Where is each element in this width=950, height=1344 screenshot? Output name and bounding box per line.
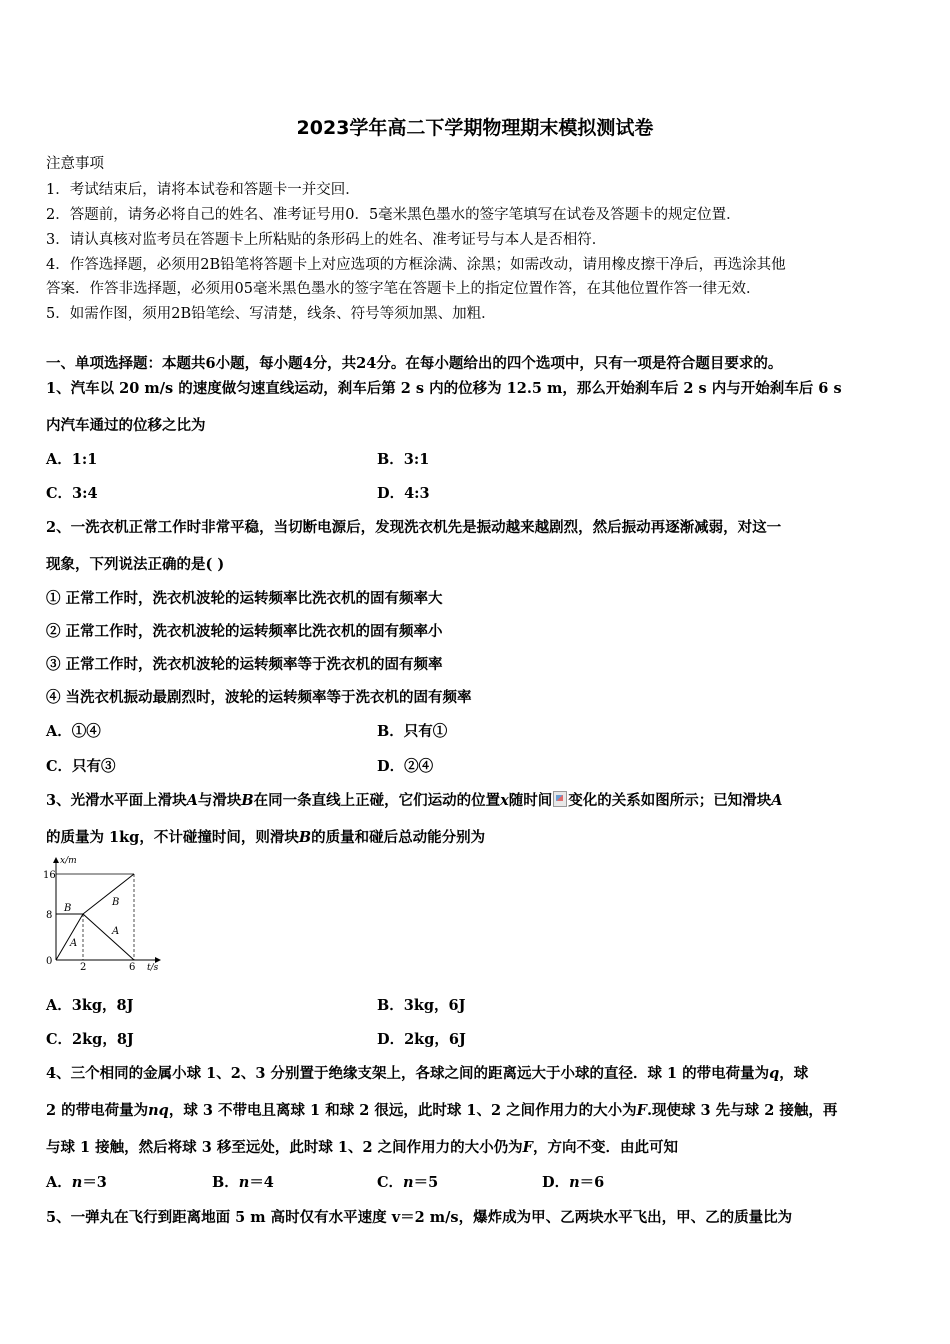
label-a-after: A (112, 926, 120, 937)
q1-stem-line2: 内汽车通过的位移之比为 (46, 417, 206, 434)
notice-item-4: 4．作答选择题，必须用2B铅笔将答题卡上对应选项的方框涂满、涂黑；如需改动，请用橡皮擦干净后，再选涂其他 (46, 257, 786, 273)
q4-stem-line3 (46, 1136, 678, 1157)
y-axis-label: x/m (60, 856, 77, 866)
q4-var-q: q (769, 1065, 780, 1082)
notice-heading: 注意事项 (46, 156, 104, 172)
label-b-after: B (112, 897, 120, 908)
q3-option-b: B．3kg，6J (377, 997, 466, 1014)
q2-option-d: D．②④ (377, 758, 434, 775)
q3-stem-line2 (46, 826, 485, 847)
q3-text: 在同一条直线上正碰，它们运动的位置 (253, 792, 501, 809)
label-b-before: B (64, 903, 72, 914)
q4-text: 4、三个相同的金属小球 1、2、3 分别置于绝缘支架上，各球之间的距离远大于小球的直径．球 1 的带电荷量为 (46, 1065, 770, 1082)
notice-item-5: 5．如需作图，须用2B铅笔绘、写清楚，线条、符号等须加黑、加粗． (46, 306, 496, 322)
notice-item-3: 3．请认真核对监考员在答题卡上所粘贴的条形码上的姓名、准考证号与本人是否相符． (46, 232, 607, 248)
q2-statement-4: ④ 当洗衣机振动最剧烈时，波轮的运转频率等于洗衣机的固有频率 (46, 689, 472, 706)
q1-stem-line1: 1、汽车以 20 m/s 的速度做匀速直线运动，刹车后第 2 s 内的位移为 12.5 m，那么开始刹车后 2 s 内与开始刹车后 6 s (46, 380, 842, 397)
line-a-after (83, 914, 134, 960)
q3-text: 的质量和碰后总动能分别为 (311, 829, 486, 846)
broken-image-icon (553, 791, 567, 807)
q3-var-b: B (298, 829, 312, 846)
page-title: 2023学年高二下学期物理期末模拟测试卷 (296, 117, 654, 139)
q1-option-d: D．4:3 (377, 485, 430, 502)
q3-text: 的质量为 1kg，不计碰撞时间，则滑块 (46, 829, 299, 846)
label-a-before: A (70, 938, 78, 949)
q3-text: 随时间 (508, 792, 553, 809)
notice-item-4-cont: 答案．作答非选择题，必须用05毫米黑色墨水的签字笔在答题卡上的指定位置作答，在其他位置作答一律无效． (46, 281, 761, 297)
q4-stem-line2 (46, 1099, 837, 1120)
section-heading: 一、单项选择题：本题共6小题，每小题4分，共24分。在每小题给出的四个选项中，只有一项是符合题目要求的。 (46, 355, 783, 372)
q4-var-f: F (636, 1102, 647, 1119)
position-time-graph (42, 852, 172, 977)
q2-statement-2: ② 正常工作时，洗衣机波轮的运转频率比洗衣机的固有频率小 (46, 623, 443, 640)
q3-text: 变化的关系如图所示；已知滑块 (568, 792, 772, 809)
q4-option-c: C．n＝5 (377, 1174, 439, 1191)
q2-option-b: B．只有① (377, 723, 448, 740)
origin-label: 0 (46, 956, 53, 967)
tick-label-16: 16 (43, 870, 56, 881)
q3-text: 与滑块 (197, 792, 242, 809)
tick-label-2: 2 (80, 962, 87, 973)
q3-var-a: A (771, 792, 783, 809)
q2-statement-1: ① 正常工作时，洗衣机波轮的运转频率比洗衣机的固有频率大 (46, 590, 443, 607)
notice-item-1: 1．考试结束后，请将本试卷和答题卡一并交回． (46, 182, 360, 198)
q1-option-a: A．1:1 (46, 451, 98, 468)
q4-text: ，球 3 不带电且离球 1 和球 2 很远，此时球 1、2 之间作用力的大小为 (168, 1102, 637, 1119)
tick-label-8: 8 (46, 910, 53, 921)
q4-option-d: D．n＝6 (542, 1174, 605, 1191)
q3-var-b: B (241, 792, 254, 809)
line-b-after (83, 874, 134, 914)
notice-item-2: 2．答题前，请务必将自己的姓名、准考证号用0．5毫米黑色墨水的签字笔填写在试卷及答题卡的规定位置． (46, 207, 741, 223)
q3-text: 3、光滑水平面上滑块 (46, 792, 187, 809)
q2-stem-line2: 现象，下列说法正确的是( ) (46, 556, 225, 573)
q3-option-c: C．2kg，8J (46, 1031, 134, 1048)
q1-option-b: B．3:1 (377, 451, 430, 468)
q3-option-d: D．2kg，6J (377, 1031, 466, 1048)
q4-stem-line1 (46, 1062, 808, 1083)
q4-var-f: F (522, 1139, 533, 1156)
q4-text: .现使球 3 先与球 2 接触，再 (646, 1102, 838, 1119)
line-a-before (56, 914, 83, 960)
q4-option-a: A．n＝3 (46, 1174, 107, 1191)
tick-label-6: 6 (129, 962, 136, 973)
q4-var-nq: nq (148, 1102, 169, 1119)
x-axis-label: t/s (147, 963, 159, 973)
q2-statement-3: ③ 正常工作时，洗衣机波轮的运转频率等于洗衣机的固有频率 (46, 656, 443, 673)
q4-option-b: B．n＝4 (212, 1174, 274, 1191)
q5-stem-line1: 5、一弹丸在飞行到距离地面 5 m 高时仅有水平速度 v＝2 m/s，爆炸成为甲、乙两块水平飞出，甲、乙的质量比为 (46, 1209, 793, 1226)
q3-stem-line1 (46, 789, 783, 810)
q1-option-c: C．3:4 (46, 485, 98, 502)
q2-stem-line1: 2、一洗衣机正常工作时非常平稳，当切断电源后，发现洗衣机先是振动越来越剧烈，然后振动再逐渐减弱，对这一 (46, 519, 782, 536)
q3-var-x: x (500, 792, 509, 809)
q2-option-c: C．只有③ (46, 758, 116, 775)
q4-text: ，球 (779, 1065, 809, 1082)
q4-text: 与球 1 接触，然后将球 3 移至远处，此时球 1、2 之间作用力的大小仍为 (46, 1139, 523, 1156)
q2-option-a: A．①④ (46, 723, 101, 740)
q3-option-a: A．3kg，8J (46, 997, 134, 1014)
q3-var-a: A (186, 792, 198, 809)
q4-text: 2 的带电荷量为 (46, 1102, 149, 1119)
q4-text: ，方向不变．由此可知 (532, 1139, 678, 1156)
